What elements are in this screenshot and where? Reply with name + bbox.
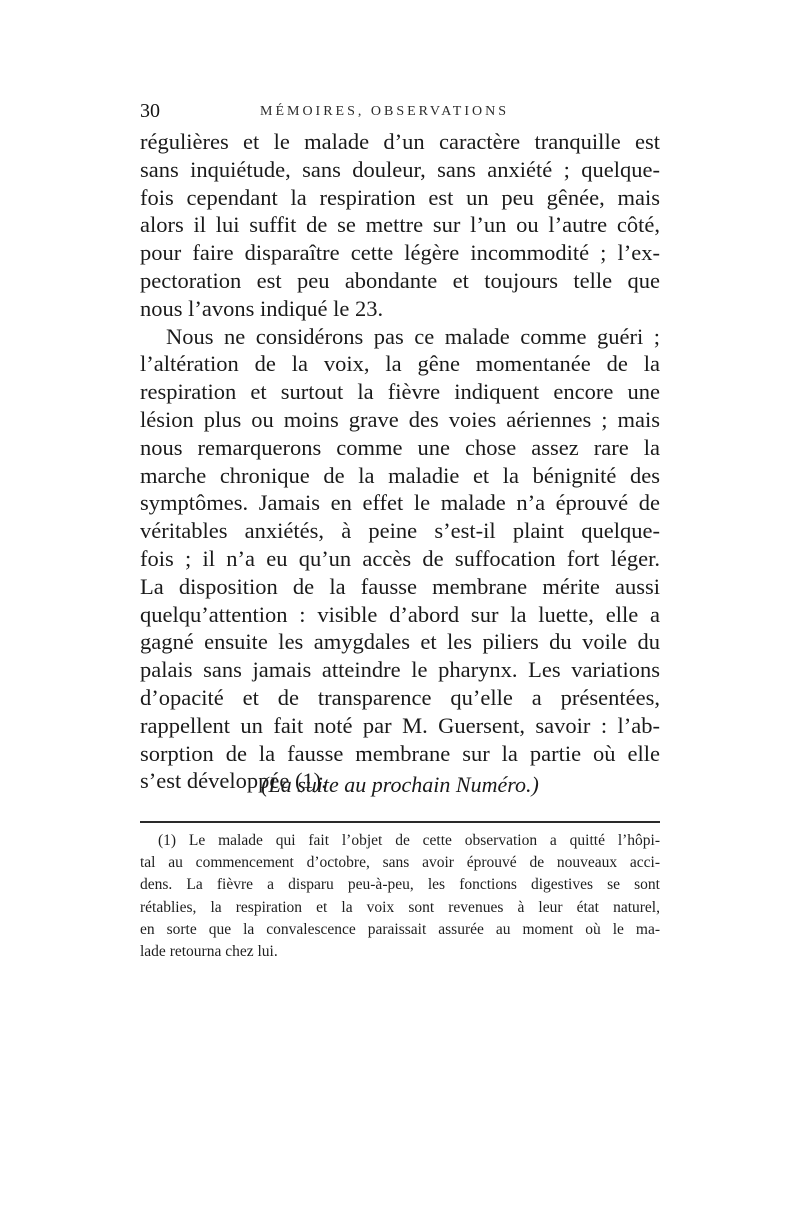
footnote-line: tal au commencement d’octobre, sans avoir éprouvé de nouveaux acci- — [140, 854, 660, 872]
text-line: nous remarquerons comme une chose assez rare la — [140, 434, 660, 460]
running-head: MÉMOIRES, OBSERVATIONS — [260, 104, 509, 119]
text-line: La disposition de la fausse membrane mérite aussi — [140, 573, 660, 599]
text-line: respiration et surtout la fièvre indiquent encore une — [140, 379, 660, 405]
text-line: Nous ne considérons pas ce malade comme guéri ; — [166, 323, 660, 349]
text-line: véritables anxiétés, à peine s’est-il plaint quelque- — [140, 518, 660, 544]
text-line: rappellent un fait noté par M. Guersent, savoir : l’ab- — [140, 712, 660, 738]
text-line: marche chronique de la maladie et la bénignité des — [140, 462, 660, 488]
text-line: gagné ensuite les amygdales et les piliers du voile du — [140, 629, 660, 655]
text-line: quelqu’attention : visible d’abord sur la luette, elle a — [140, 601, 660, 627]
continuation-note: (La suite au prochain Numéro.) — [261, 772, 539, 797]
text-line: alors il lui suffit de se mettre sur l’un ou l’autre côté, — [140, 212, 660, 238]
footnote-line: dens. La fièvre a disparu peu-à-peu, les fonctions digestives se sont — [140, 876, 660, 894]
body-text — [140, 128, 660, 795]
footnote-line: lade retourna chez lui. — [140, 942, 278, 960]
text-line: symptômes. Jamais en effet le malade n’a éprouvé de — [140, 490, 660, 516]
text-line: sorption de la fausse membrane sur la partie où elle — [140, 740, 660, 766]
text-line: régulières et le malade d’un caractère tranquille est — [140, 129, 660, 154]
text-line: s’est développée (1). — [140, 768, 327, 794]
page-number: 30 — [140, 100, 160, 122]
text-line: nous l’avons indiqué le 23. — [140, 295, 384, 321]
page-header — [140, 100, 660, 122]
footnote-line: rétablies, la respiration et la voix sont revenues à leur état naturel, — [140, 898, 660, 916]
text-line: sans inquiétude, sans douleur, sans anxiété ; quelque- — [140, 156, 660, 182]
footnote-divider — [140, 821, 660, 823]
text-line: pectoration est peu abondante et toujours telle que — [140, 267, 660, 293]
footnote-line: en sorte que la convalescence paraissait assurée au moment où le ma- — [140, 920, 660, 938]
text-line: lésion plus ou moins grave des voies aériennes ; mais — [140, 406, 660, 432]
text-line: d’opacité et de transparence qu’elle a présentées, — [140, 684, 660, 710]
text-line: fois cependant la respiration est un peu gênée, mais — [140, 184, 660, 210]
footnote — [140, 830, 660, 963]
text-line: l’altération de la voix, la gêne momentanée de la — [140, 351, 660, 377]
text-line: pour faire disparaître cette légère incommodité ; l’ex- — [140, 240, 660, 266]
text-line: palais sans jamais atteindre le pharynx. Les variations — [140, 657, 660, 683]
text-line: fois ; il n’a eu qu’un accès de suffocation fort léger. — [140, 545, 660, 571]
footnote-line: (1) Le malade qui fait l’objet de cette observation a quitté l’hôpi- — [158, 832, 660, 849]
